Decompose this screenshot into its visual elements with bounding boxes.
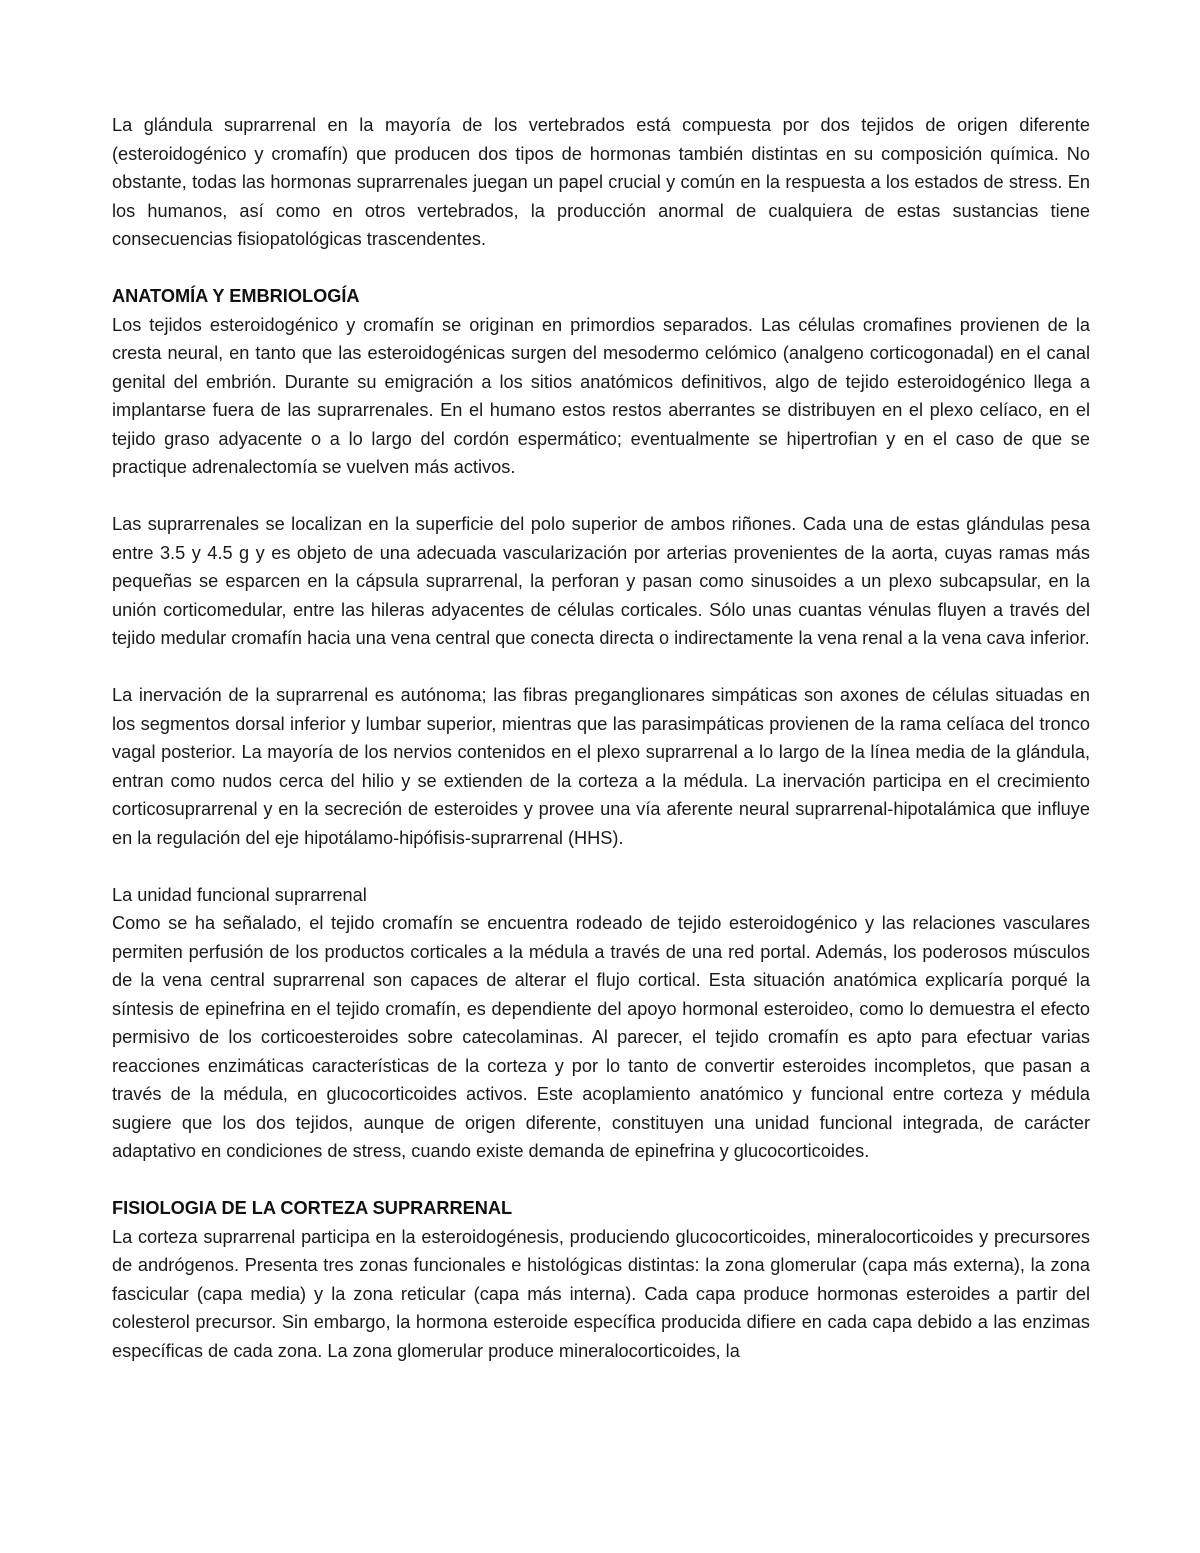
unidad-funcional-paragraph: Como se ha señalado, el tejido cromafín se encuentra rodeado de tejido esteroidogénico y las relaciones vasculares permiten perfusión de los productos corticales a la médula a través de una red portal. Además, los poderosos músculos de la vena central suprarrenal son capaces de alterar el flujo cortical. Esta situación anatómica explicaría porqué la síntesis de epinefrina en el tejido cromafín, es dependiente del apoyo hormonal esteroideo, como lo demuestra el efecto permisivo de los corticoesteroides sobre catecolaminas. Al parecer, el tejido cromafín es apto para efectuar varias reacciones enzimáticas características de la corteza y por lo tanto de convertir esteroides incompletos, que pasan a través de la médula, en glucocorticoides activos. Este acoplamiento anatómico y funcional entre corteza y médula sugiere que los dos tejidos, aunque de origen diferente, constituyen una unidad funcional integrada, de carácter adaptativo en condiciones de stress, cuando existe demanda de epinefrina y glucocorticoides. [112, 913, 1090, 1161]
anatomia-paragraph-localizacion: Las suprarrenales se localizan en la superficie del polo superior de ambos riñones. Cada una de estas glándulas pesa entre 3.5 y 4.5 g y es objeto de una adecuada vascularización por arterias provenientes de la aorta, cuyas ramas más pequeñas se esparcen en la cápsula suprarrenal, la perforan y pasan como sinusoides a un plexo subcapsular, en la unión corticomedular, entre las hileras adyacentes de células corticales. Sólo unas cuantas vénulas fluyen a través del tejido medular cromafín hacia una vena central que conecta directa o indirectamente la vena renal a la vena cava inferior. [112, 514, 1090, 648]
document-page [112, 111, 1090, 1365]
intro-paragraph: La glándula suprarrenal en la mayoría de los vertebrados está compuesta por dos tejidos de origen diferente (esteroidogénico y cromafín) que producen dos tipos de hormonas también distintas en su composición química. No obstante, todas las hormonas suprarrenales juegan un papel crucial y común en la respuesta a los estados de stress. En los humanos, así como en otros vertebrados, la producción anormal de cualquiera de estas sustancias tiene consecuencias fisiopatológicas trascendentes. [112, 115, 1090, 249]
anatomia-paragraph-inervacion: La inervación de la suprarrenal es autónoma; las fibras preganglionares simpáticas son axones de células situadas en los segmentos dorsal inferior y lumbar superior, mientras que las parasimpáticas provienen de la rama celíaca del tronco vagal posterior. La mayoría de los nervios contenidos en el plexo suprarrenal a lo largo de la línea media de la glándula, entran como nudos cerca del hilio y se extienden de la corteza a la médula. La inervación participa en el crecimiento corticosuprarrenal y en la secreción de esteroides y provee una vía aferente neural suprarrenal-hipotalámica que influye en la regulación del eje hipotálamo-hipófisis-suprarrenal (HHS). [112, 685, 1090, 848]
anatomia-paragraph-origen: Los tejidos esteroidogénico y cromafín se originan en primordios separados. Las células cromafines provienen de la cresta neural, en tanto que las esteroidogénicas surgen del mesodermo celómico (analgeno corticogonadal) en el canal genital del embrión. Durante su emigración a los sitios anatómicos definitivos, algo de tejido esteroidogénico llega a implantarse fuera de las suprarrenales. En el humano estos restos aberrantes se distribuyen en el plexo celíaco, en el tejido graso adyacente o a lo largo del cordón espermático; eventualmente se hipertrofian y en el caso de que se practique adrenalectomía se vuelven más activos. [112, 314, 1090, 477]
fisiologia-paragraph: La corteza suprarrenal participa en la esteroidogénesis, produciendo glucocorticoides, mineralocorticoides y precursores de andrógenos. Presenta tres zonas funcionales e histológicas distintas: la zona glomerular (capa más externa), la zona fascicular (capa media) y la zona reticular (capa más interna). Cada capa produce hormonas esteroides a partir del colesterol precursor. Sin embargo, la hormona esteroide específica producida difiere en cada capa debido a las enzimas específicas de cada zona. La zona glomerular produce mineralocorticoides, la [112, 1226, 1090, 1361]
section-heading-anatomia: ANATOMÍA Y EMBRIOLOGÍA [112, 286, 360, 306]
section-heading-fisiologia: FISIOLOGIA DE LA CORTEZA SUPRARRENAL [112, 1198, 513, 1218]
subheading-unidad-funcional: La unidad funcional suprarrenal [112, 884, 367, 905]
